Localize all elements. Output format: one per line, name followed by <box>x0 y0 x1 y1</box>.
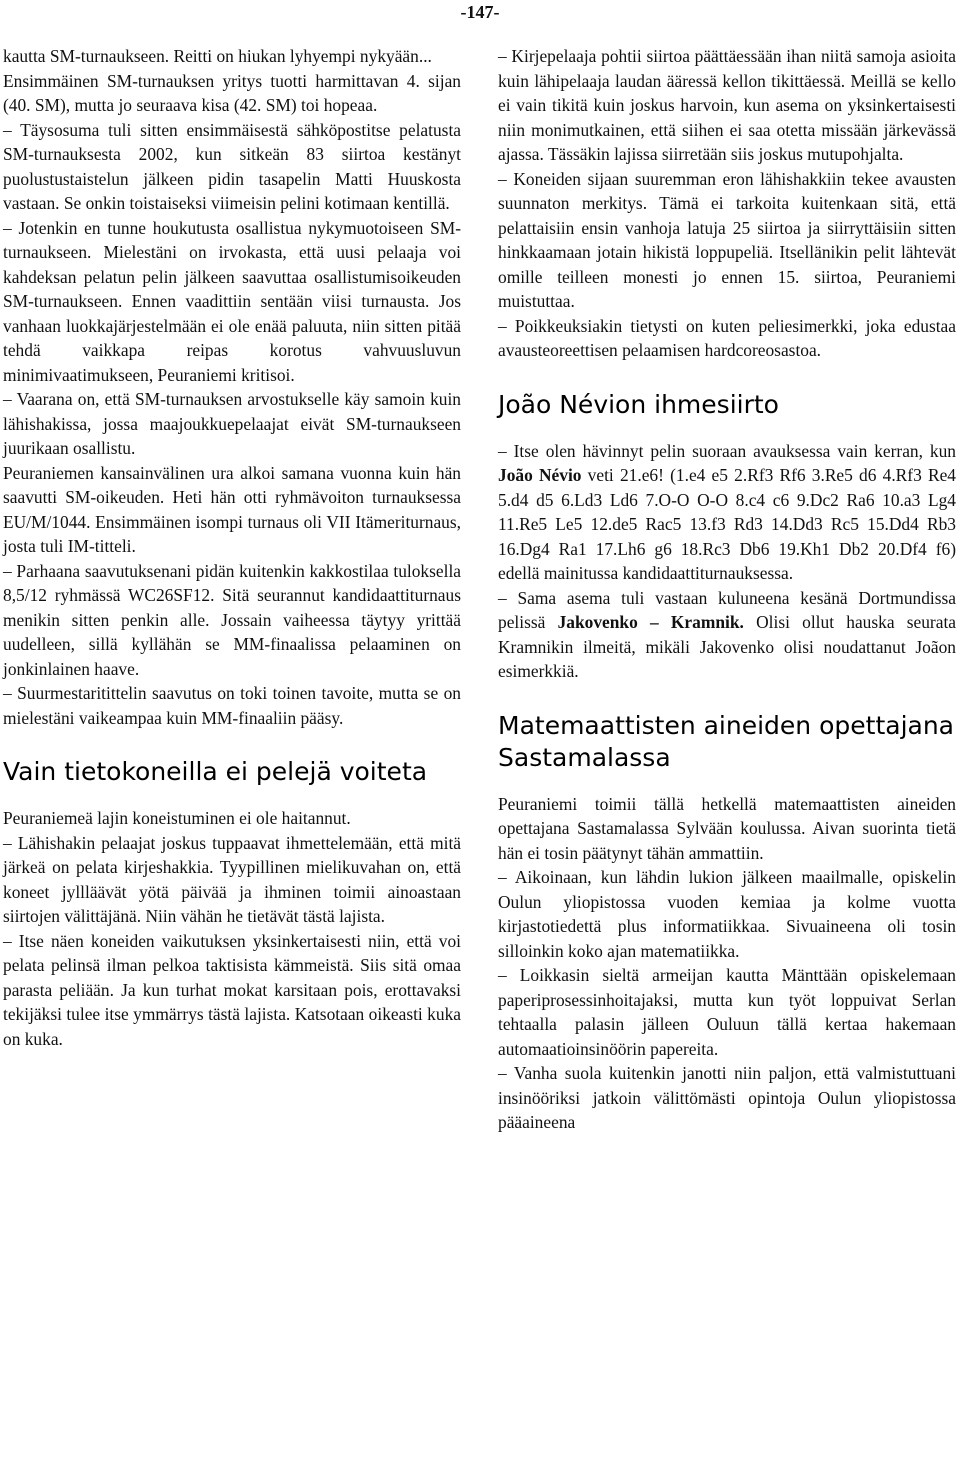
paragraph: – Kirjepelaaja pohtii siirtoa päättäessään ihan niitä samoja asioita kuin lähipelaaja laudan ääressä kellon tikittäessä. Meillä se kello ei vain tikitä kuin joskus harvoin, kun asema on yksinkertaisesti niin monimutkainen, että siihen ei saa otetta missään järkevässä ajassa. Tässäkin lajissa siirretään siis joskus mutupohjalta. <box>498 46 956 164</box>
text-run: – Itse olen hävinnyt pelin suoraan avauksessa vain kerran, kun <box>498 440 956 461</box>
paragraph <box>498 586 956 684</box>
paragraph: – Poikkeuksiakin tietysti on kuten peliesimerkki, joka edustaa avausteoreettisen pelaamisen hardcoreosastoa. <box>498 315 956 360</box>
paragraph: Peuraniemi toimii tällä hetkellä matemaattisten aineiden opettajana Sastamalassa Sylvään koulussa. Aivan suorinta tietä hän ei tosin päätynyt tähän ammattiin. <box>498 793 956 863</box>
paragraph: – Jotenkin en tunne houkutusta osallistua nykymuotoiseen SM-turnaukseen. Mielestäni on irvokasta, että uusi pelaaja voi kahdeksan pelatun pelin jälkeen saavuttaa osallistumisoikeuden SM-turnaukseen. Ennen vaadittiin sentään viisi turnausta. Jos vanhaan luokkajärjestelmään ei ole enää paluuta, niin sitten pitää tehdä vaikkapa reipas korotus vahvuusluvun minimivaatimukseen, Peuraniemi kritisoi. <box>3 217 461 385</box>
game-players: Jakovenko – Kramnik. <box>557 612 744 632</box>
section-heading: João Névion ihmesiirto <box>498 389 779 419</box>
section-heading: Matemaattisten aineiden opettajana Sastamalassa <box>498 710 954 772</box>
paragraph: – Vaarana on, että SM-turnauksen arvostukselle käy samoin kuin lähishakissa, jossa maajoukkuepelaajat eivät SM-turnaukseen juurikaan osallistu. <box>3 389 461 458</box>
left-column <box>3 44 461 1051</box>
paragraph: – Parhaana saavutuksenani pidän kuitenkin kakkostilaa tuloksella 8,5/12 ryhmässä WC26SF12. Sitä seurannut kandidaattiturnaus menikin sitten penkin alle. Jossain vaiheessa täytyy yrittää uudelleen, sillä kyllähän se MM-finaalissa pelaaminen on jonkinlainen haave. <box>3 560 461 679</box>
paragraph: kautta SM-turnaukseen. Reitti on hiukan lyhyempi nykyään... <box>3 46 432 66</box>
section-heading: Vain tietokoneilla ei pelejä voiteta <box>3 757 428 786</box>
text-run: Olisi ollut hauska seurata Kramnikin ilmeitä, mikäli Jakovenko olisi noudattanut Joãon esimerkkiä. <box>498 612 956 681</box>
paragraph: – Loikkasin sieltä armeijan kautta Mänttään opiskelemaan paperiprosessinhoitajaksi, mutta kun työt loppuivat Serlan tehtaalla palasin jälleen Ouluun tällä kertaa hakemaan automaatioinsinöörin papereita. <box>498 965 956 1059</box>
paragraph: – Täysosuma tuli sitten ensimmäisestä sähköpostitse pelatusta SM-turnauksesta 2002, kun sitkeän 83 siirtoa kestänyt puolustustaistelun jälkeen pidin tasapelin Matti Huuskosta vastaan. Se onkin toistaiseksi viimeisin pelini kotimaan kentillä. <box>3 119 461 213</box>
paragraph: – Vanha suola kuitenkin janotti niin paljon, että valmistuttuani insinööriksi jatkoin välittömästi opintoja Oulun yliopistossa pääaineena <box>498 1063 956 1132</box>
text-run: veti 21.e6! (1.e4 e5 2.Rf3 Rf6 3.Re5 d6 4.Rf3 Re4 5.d4 d5 6.Ld3 Ld6 7.O-O O-O 8.c4 c6 9.Dc2 Ra6 10.a3 Lg4 11.Re5 Le5 12.de5 Rac5 13.f3 Rd3 14.Dd3 Rc5 15.Dd4 Rb3 16.Dg4 Ra1 17.Lh6 g6 18.Rc3 Db6 19.Kh1 Db2 20.Df4 f6) edellä mainitussa kandidaattiturnauksessa. <box>498 465 956 583</box>
page-number: -147- <box>460 2 500 22</box>
paragraph: – Lähishakin pelaajat joskus tuppaavat ihmettelemään, että mitä järkeä on pelata kirjeshakkia. Tyypillinen mielikuvahan on, että koneet jyllläävät yötä päivää ja ihminen toimii ainoastaan siirtojen välittäjänä. Niin vähän he tietävät tästä lajista. <box>3 832 461 926</box>
paragraph: – Suurmestaritittelin saavutus on toki toinen tavoite, mutta se on mielestäni vaikeampaa kuin MM-finaaliin pääsy. <box>3 683 461 728</box>
right-column <box>498 44 956 1135</box>
paragraph: Ensimmäinen SM-turnauksen yritys tuotti harmittavan 4. sijan (40. SM), mutta jo seuraava kisa (42. SM) toi hopeaa. <box>3 70 461 115</box>
paragraph: Peuraniemeä lajin koneistuminen ei ole haitannut. <box>3 808 351 828</box>
paragraph: – Koneiden sijaan suuremman eron lähishakkiin tekee avausten suunnaton merkitys. Tämä ei tarkoita kuitenkaan sitä, että pelattaisiin ensin vanhoja latuja 25 siirtoa ja siirryttäisiin sitten hinkkaamaan jotain hikistä loppupeliä. Itsellänikin pelit lähtevät omille teilleen monesti jo ennen 15. siirtoa, Peuraniemi muistuttaa. <box>498 168 956 311</box>
text-run: – Sama asema tuli vastaan kuluneena kesänä Dortmundissa pelissä <box>498 587 956 632</box>
player-name: João Névio <box>498 465 582 485</box>
paragraph <box>498 439 956 586</box>
paragraph: – Itse näen koneiden vaikutuksen yksinkertaisesti niin, että voi pelata pelinsä ilman pelkoa taktisista kämmeistä. Siis sitä omaa parasta peliään. Ja kun turhat mokat karsitaan pois, erottavaksi tekijäksi tulee itse ymmärrys tästä lajista. Katsotaan oikeasti kuka on kuka. <box>3 930 461 1049</box>
paragraph: Peuraniemen kansainvälinen ura alkoi samana vuonna kuin hän saavutti SM-oikeuden. Heti hän otti ryhmävoiton turnauksessa EU/M/1044. Ensimmäinen isompi turnaus oli VII Itämeriturnaus, josta tuli IM-titteli. <box>3 462 461 556</box>
paragraph: – Aikoinaan, kun lähdin lukion jälkeen maailmalle, opiskelin Oulun yliopistossa vuoden kemiaa ja kolme vuotta kirjastotiedettä plus informatiikkaa. Sivuaineena oli tosin silloinkin koko ajan matematiikka. <box>498 867 956 961</box>
